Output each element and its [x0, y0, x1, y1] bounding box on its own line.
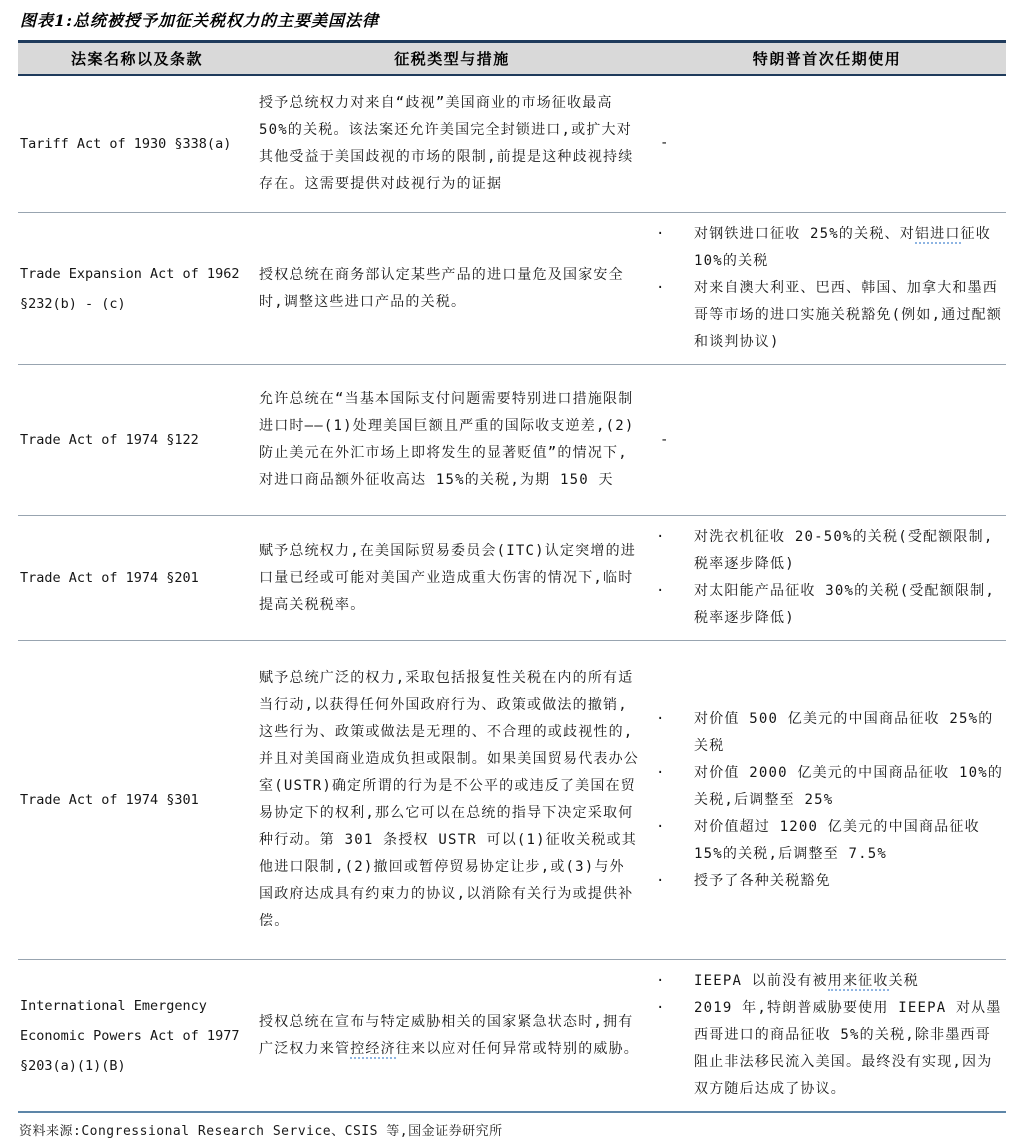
usage-cell — [648, 960, 1006, 1113]
underlined-text: 用来征收 — [827, 973, 889, 989]
list-item — [656, 578, 1004, 632]
list-item-text: 对来自澳大利亚、巴西、韩国、加拿大和墨西哥等市场的进口实施关税豁免(例如,通过配额和谈判协议) — [694, 280, 1003, 350]
law-table — [18, 40, 1006, 1113]
page-title: 图表1:总统被授予加征关税权力的主要美国法律 — [20, 11, 380, 30]
table-row — [18, 365, 1006, 516]
bullet-icon: · — [656, 710, 666, 727]
bullet-icon: · — [656, 764, 666, 781]
list-item — [656, 706, 1004, 760]
list-item — [656, 524, 1004, 578]
measures-cell: 授权总统在商务部认定某些产品的进口量危及国家安全时,调整这些进口产品的关税。 — [256, 213, 648, 365]
bullet-icon: · — [656, 818, 666, 835]
law-name-cell: Trade Act of 1974 §201 — [18, 516, 256, 641]
bullet-icon: · — [656, 583, 666, 599]
list-item — [656, 995, 1004, 1103]
usage-cell — [648, 641, 1006, 960]
list-item-text: 对太阳能产品征收 30%的关税(受配额限制,税率逐步降低) — [694, 583, 995, 626]
measures-cell: 授予总统权力对来自“歧视”美国商业的市场征收最高 50%的关税。该法案还允许美国完全封锁进口,或扩大对其他受益于美国歧视的市场的限制,前提是这种歧视持续存在。这需要提供对歧视行为的证据 — [256, 75, 648, 213]
list-item-text: 2019 年,特朗普威胁要使用 IEEPA 对从墨西哥进口的商品征收 5%的关税,除非墨西哥阻止非法移民流入美国。最终没有实现,因为双方随后达成了协议。 — [694, 1000, 1002, 1097]
measures-cell: 允许总统在“当基本国际支付问题需要特别进口措施限制进口时——(1)处理美国巨额且严重的国际收支逆差,(2)防止美元在外汇市场上即将发生的显著贬值”的情况下,对进口商品额外征收高达 15%的关税,为期 150 天 — [256, 365, 648, 516]
list-item — [656, 868, 1004, 895]
measures-cell: 赋予总统广泛的权力,采取包括报复性关税在内的所有适当行动,以获得任何外国政府行为、政策或做法的撤销,这些行为、政策或做法是无理的、不合理的或歧视性的,并且对美国商业造成负担或限制。如果美国贸易代表办公室(USTR)确定所谓的行为是不公平的或违反了美国在贸易协定下的权利,那么它可以在总统的指导下决定采取何种行动。第 301 条授权 USTR 可以(1)征收关税或其他进口限制,(2)撤回或暂停贸易协定让步,或(3)与外国政府达成具有约束力的协议,以消除有关行为或提供补偿。 — [256, 641, 648, 960]
bullet-icon: · — [656, 872, 666, 889]
table-row — [18, 641, 1006, 960]
column-header-measures: 征税类型与措施 — [256, 42, 648, 75]
list-item — [656, 221, 1004, 275]
underlined-text: 控经济 — [350, 1040, 396, 1057]
list-item-text: 对钢铁进口征收 25%的关税、对铝进口征收 10%的关税 — [694, 226, 991, 269]
column-header-trump-usage: 特朗普首次任期使用 — [648, 42, 1006, 75]
bullet-icon: · — [656, 1000, 666, 1016]
column-header-law: 法案名称以及条款 — [18, 42, 256, 75]
table-row — [18, 516, 1006, 641]
law-name-cell: Trade Expansion Act of 1962 §232(b) - (c) — [18, 213, 256, 365]
list-item — [656, 814, 1004, 868]
bullet-icon: · — [656, 529, 666, 545]
source-note: 资料来源:Congressional Research Service、CSIS 等,国金证券研究所 — [19, 1124, 503, 1139]
law-name-cell: International Emergency Economic Powers Act of 1977 §203(a)(1)(B) — [20, 997, 240, 1074]
usage-cell — [648, 516, 1006, 641]
list-item — [656, 760, 1004, 814]
list-item-text: 对价值 2000 亿美元的中国商品征收 10%的关税,后调整至 25% — [694, 764, 1004, 808]
no-usage-dash: - — [660, 135, 670, 152]
list-item-text: 对价值超过 1200 亿美元的中国商品征收 15%的关税,后调整至 7.5% — [694, 818, 980, 862]
measures-cell: 授权总统在宣布与特定威胁相关的国家紧急状态时,拥有广泛权力来管控经济往来以应对任何异常或特别的威胁。 — [259, 1013, 640, 1057]
no-usage-dash: - — [660, 431, 670, 448]
list-item-text: 对价值 500 亿美元的中国商品征收 25%的关税 — [694, 710, 994, 754]
list-item-text: 授予了各种关税豁免 — [694, 872, 831, 889]
law-name-cell: Trade Act of 1974 §301 — [18, 641, 256, 960]
law-name-cell: Trade Act of 1974 §122 — [18, 365, 256, 516]
list-item — [656, 968, 1004, 995]
list-item — [656, 275, 1004, 356]
measures-cell: 赋予总统权力,在美国际贸易委员会(ITC)认定突增的进口量已经或可能对美国产业造成重大伤害的情况下,临时提高关税税率。 — [256, 516, 648, 641]
bullet-icon: · — [656, 973, 666, 989]
table-row — [18, 960, 1006, 1113]
usage-cell — [648, 213, 1006, 365]
underlined-text: 铝进口 — [914, 226, 961, 242]
bullet-icon: · — [656, 226, 666, 242]
table-header-row — [18, 42, 1006, 75]
law-name-cell: Tariff Act of 1930 §338(a) — [18, 75, 256, 213]
usage-cell — [648, 75, 1006, 213]
list-item-text: 对洗衣机征收 20-50%的关税(受配额限制,税率逐步降低) — [694, 529, 994, 572]
table-row — [18, 213, 1006, 365]
usage-cell — [648, 365, 1006, 516]
bullet-icon: · — [656, 280, 666, 296]
list-item-text: IEEPA 以前没有被用来征收关税 — [694, 973, 919, 989]
table-row — [18, 75, 1006, 213]
